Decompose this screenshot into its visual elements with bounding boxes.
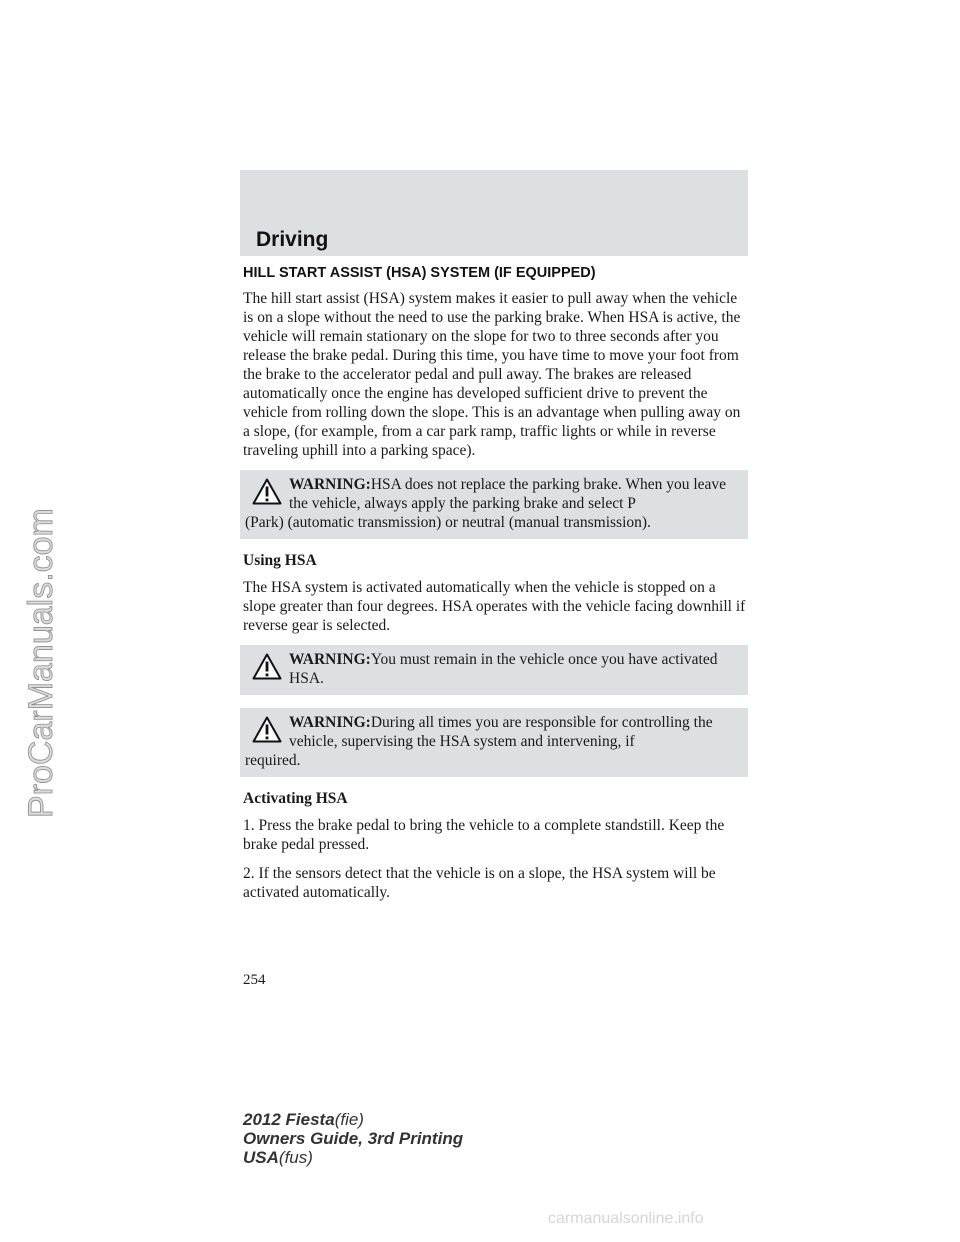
activating-hsa-heading: Activating HSA (243, 790, 348, 807)
warning-triangle-icon (252, 653, 282, 680)
using-hsa-heading: Using HSA (243, 552, 317, 569)
warning-box-1 (240, 470, 748, 539)
warning-triangle-icon (252, 478, 282, 505)
warning-box-3 (240, 708, 748, 777)
warning-1-text: HSA does not replace the parking brake. When you leave the vehicle, always apply the parking brake and select P (289, 476, 727, 512)
warning-label: WARNING: (289, 476, 371, 493)
warning-2-lead (245, 650, 740, 688)
step-1: 1. Press the brake pedal to bring the vehicle to a complete standstill. Keep the brake pedal pressed. (243, 817, 725, 853)
warning-label: WARNING: (289, 651, 371, 668)
bottom-watermark: carmanualsonline.info (548, 1210, 704, 1227)
step-2: 2. If the sensors detect that the vehicle is on a slope, the HSA system will be activated automatically. (243, 865, 716, 901)
warning-1-lead (245, 475, 740, 513)
footer-line-market (243, 1148, 463, 1167)
side-watermark-text: ProCarManuals.com (22, 508, 60, 818)
hsa-intro-paragraph: The hill start assist (HSA) system makes it easier to pull away when the vehicle is on a slope without the need to use the parking brake. When HSA is active, the vehicle will remain stationary on the slope for two to three seconds after you release the brake pedal. During this time, you have time to move your foot from the brake to the accelerator pedal and pull away. The brakes are released automatically once the engine has developed sufficient drive to prevent the vehicle from rolling down the slope. This is an advantage when pulling away on a slope, (for example, from a car park ramp, traffic lights or while in reverse traveling uphill into a parking space). (243, 290, 741, 459)
side-watermark (14, 380, 64, 820)
footer-market: USA (243, 1148, 279, 1167)
warning-box-2 (240, 645, 748, 695)
footer-market-code: (fus) (278, 1148, 313, 1167)
hsa-heading: HILL START ASSIST (HSA) SYSTEM (IF EQUIPPED) (243, 265, 596, 281)
warning-3-text: During all times you are responsible for controlling the vehicle, supervising the HSA system and intervening, if (289, 714, 713, 750)
footer-model-code: (fie) (334, 1110, 364, 1129)
warning-2-text: You must remain in the vehicle once you have activated HSA. (289, 651, 718, 687)
footer-model: 2012 Fiesta (243, 1110, 335, 1129)
section-header (240, 170, 748, 256)
warning-triangle-icon (252, 716, 282, 743)
warning-3-continued: required. (245, 752, 301, 769)
section-title: Driving (256, 228, 329, 251)
warning-3-lead (245, 713, 740, 751)
footer-line-model (243, 1110, 463, 1129)
warning-label: WARNING: (289, 714, 371, 731)
page-content (243, 265, 748, 912)
footer-guide: Owners Guide, 3rd Printing (243, 1129, 464, 1148)
footer (243, 1110, 463, 1167)
warning-1-continued: (Park) (automatic transmission) or neutral (manual transmission). (245, 514, 651, 531)
page-number: 254 (243, 972, 266, 988)
footer-line-guide (243, 1129, 463, 1148)
using-hsa-paragraph: The HSA system is activated automatically when the vehicle is stopped on a slope greater than four degrees. HSA operates with the vehicle facing downhill if reverse gear is selected. (243, 579, 746, 634)
